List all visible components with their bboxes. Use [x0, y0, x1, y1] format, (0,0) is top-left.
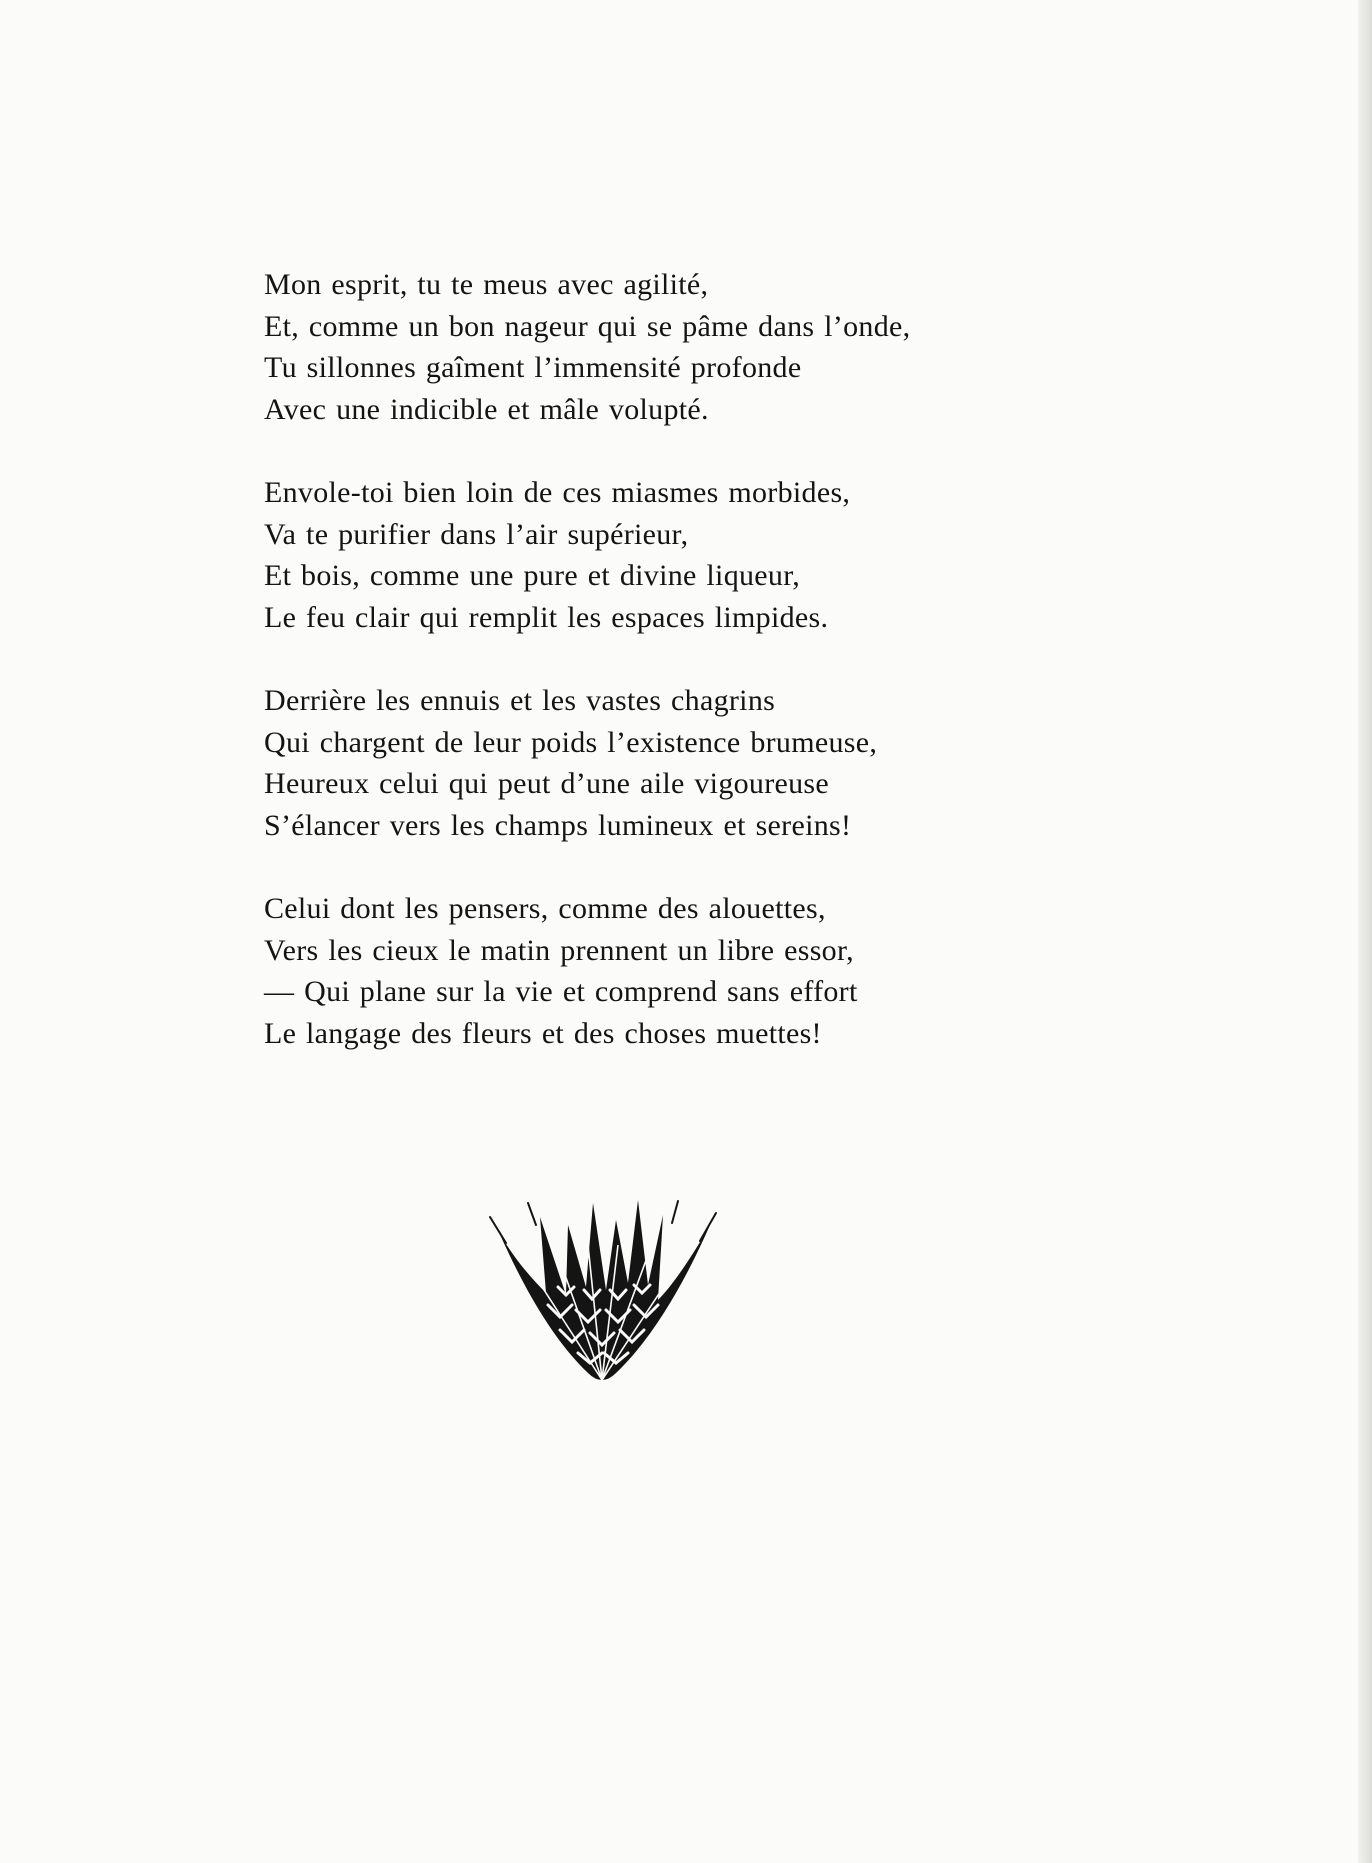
stanza-1: [264, 264, 1264, 430]
verse-line: Le langage des fleurs et des choses muettes!: [264, 1016, 822, 1050]
verse-line: Derrière les ennuis et les vastes chagrins: [264, 684, 776, 717]
verse-line: Qui chargent de leur poids l’existence brumeuse,: [264, 725, 878, 759]
verse-line: Le feu clair qui remplit les espaces limpides.: [264, 600, 829, 634]
verse-line: Va te purifier dans l’air supérieur,: [264, 517, 689, 551]
stanza-3: [264, 680, 1264, 846]
stanza-2: [264, 472, 1264, 638]
verse-line: Heureux celui qui peut d’une aile vigoureuse: [264, 767, 830, 800]
verse-line: Envole-toi bien loin de ces miasmes morbides,: [264, 476, 851, 509]
fan-leaf-ornament-icon: [488, 1195, 718, 1390]
verse-line: Tu sillonnes gaîment l’immensité profonde: [264, 351, 802, 384]
page-edge: [1358, 0, 1372, 1863]
stanza-4: [264, 888, 1264, 1054]
verse-line: Mon esprit, tu te meus avec agilité,: [264, 268, 709, 301]
verse-line: S’élancer vers les champs lumineux et sereins!: [264, 808, 852, 842]
verse-line: Celui dont les pensers, comme des alouettes,: [264, 892, 826, 925]
verse-line: Et bois, comme une pure et divine liqueur,: [264, 559, 801, 592]
verse-line: Vers les cieux le matin prennent un libre essor,: [264, 933, 854, 967]
verse-line: Et, comme un bon nageur qui se pâme dans l’onde,: [264, 309, 911, 343]
verse-line: Avec une indicible et mâle volupté.: [264, 392, 709, 426]
poem: [264, 264, 1264, 1096]
verse-line: — Qui plane sur la vie et comprend sans effort: [264, 975, 858, 1008]
